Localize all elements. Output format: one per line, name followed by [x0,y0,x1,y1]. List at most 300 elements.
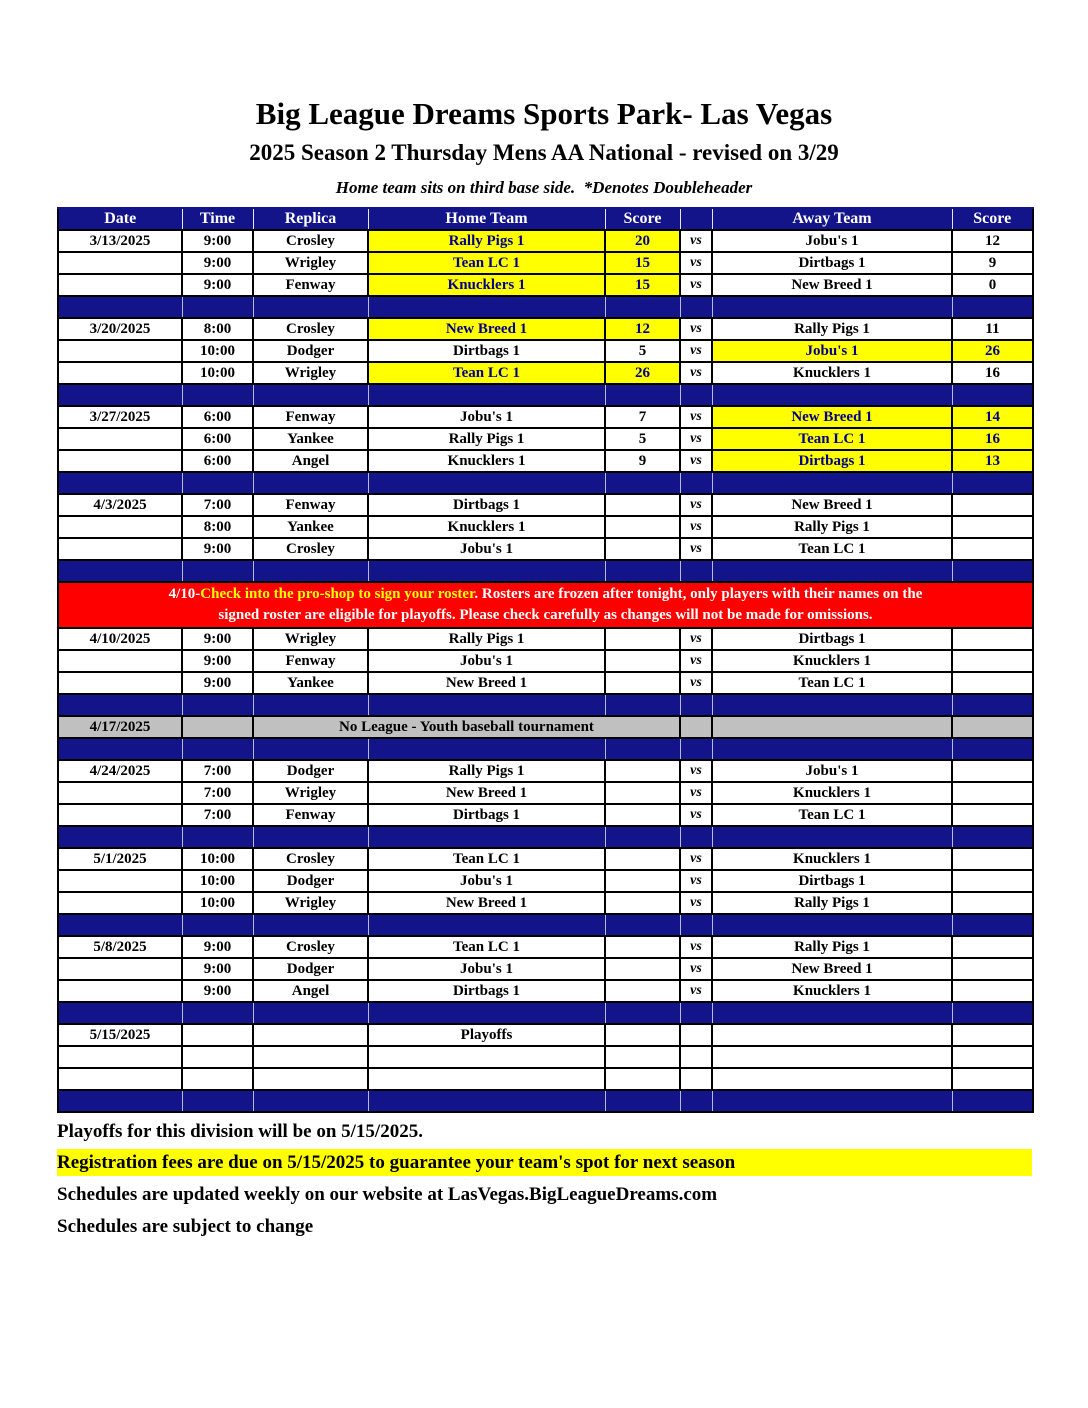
home-team-cell: Jobu's 1 [368,406,605,428]
game-row [58,628,1033,650]
separator-cell [253,914,368,936]
vs-cell: vs [680,494,712,516]
game-row [58,516,1033,538]
separator-row [58,560,1033,582]
separator-cell [952,384,1033,406]
footer-subject-to-change-line: Schedules are subject to change [57,1216,314,1237]
replica-cell [253,1024,368,1046]
home-team-cell: Knucklers 1 [368,274,605,296]
vs-cell: vs [680,428,712,450]
game-row [58,804,1033,826]
game-row [58,318,1033,340]
time-cell: 10:00 [182,362,253,384]
date-cell: 4/24/2025 [58,760,182,782]
game-row [58,760,1033,782]
separator-cell [605,472,680,494]
replica-cell: Angel [253,980,368,1002]
game-row [58,1068,1033,1090]
home-score-cell [605,804,680,826]
away-score-cell [952,716,1033,738]
separator-cell [680,694,712,716]
home-team-cell: Rally Pigs 1 [368,428,605,450]
vs-cell: vs [680,958,712,980]
home-team-cell: Jobu's 1 [368,958,605,980]
home-team-cell: Rally Pigs 1 [368,628,605,650]
separator-cell [58,914,182,936]
separator-row [58,384,1033,406]
away-team-cell: Dirtbags 1 [712,870,952,892]
home-team-cell: Tean LC 1 [368,362,605,384]
separator-cell [605,1090,680,1112]
home-team-cell: Tean LC 1 [368,848,605,870]
column-header-replica: Replica [253,208,368,230]
separator-cell [680,1002,712,1024]
game-row [58,538,1033,560]
separator-cell [368,296,605,318]
home-score-cell: 26 [605,362,680,384]
game-row [58,958,1033,980]
home-score-cell [605,538,680,560]
time-cell: 7:00 [182,494,253,516]
home-team-cell: Jobu's 1 [368,870,605,892]
time-cell: 7:00 [182,782,253,804]
separator-cell [368,384,605,406]
away-team-cell: Jobu's 1 [712,230,952,252]
separator-cell [712,914,952,936]
away-score-cell [952,650,1033,672]
vs-cell: vs [680,516,712,538]
separator-cell [58,560,182,582]
game-row [58,782,1033,804]
separator-cell [712,472,952,494]
vs-cell [680,1068,712,1090]
home-score-cell: 15 [605,274,680,296]
footer-notes [57,1119,1032,1240]
home-score-cell [605,672,680,694]
separator-row [58,914,1033,936]
separator-cell [712,826,952,848]
away-score-cell [952,892,1033,914]
replica-cell: Wrigley [253,782,368,804]
separator-cell [368,694,605,716]
date-cell [58,450,182,472]
separator-cell [253,560,368,582]
time-cell: 9:00 [182,958,253,980]
date-cell: 3/27/2025 [58,406,182,428]
separator-cell [680,826,712,848]
vs-cell: vs [680,252,712,274]
separator-cell [58,738,182,760]
vs-cell: vs [680,782,712,804]
away-team-cell: Tean LC 1 [712,804,952,826]
home-team-cell: Jobu's 1 [368,650,605,672]
game-row [58,672,1033,694]
date-cell [58,428,182,450]
time-cell: 9:00 [182,628,253,650]
replica-cell: Yankee [253,516,368,538]
replica-cell: Crosley [253,936,368,958]
home-team-cell: Rally Pigs 1 [368,230,605,252]
away-score-cell [952,494,1033,516]
separator-cell [253,738,368,760]
game-row [58,1024,1033,1046]
time-cell: 6:00 [182,406,253,428]
separator-cell [680,472,712,494]
column-header-date: Date [58,208,182,230]
vs-cell: vs [680,362,712,384]
away-team-cell: Rally Pigs 1 [712,936,952,958]
home-team-cell [368,1046,605,1068]
home-team-cell [368,1068,605,1090]
no-league-label: No League - Youth baseball tournament [253,716,680,738]
separator-cell [712,384,952,406]
column-header-away-team: Away Team [712,208,952,230]
home-team-cell: New Breed 1 [368,782,605,804]
away-score-cell: 9 [952,252,1033,274]
home-score-cell: 5 [605,428,680,450]
home-score-cell [605,760,680,782]
home-team-cell: Jobu's 1 [368,538,605,560]
away-team-cell: Dirtbags 1 [712,252,952,274]
vs-cell [680,716,712,738]
separator-cell [605,738,680,760]
game-row [58,450,1033,472]
away-score-cell [952,848,1033,870]
time-cell: 10:00 [182,340,253,362]
away-team-cell: New Breed 1 [712,494,952,516]
away-team-cell: Tean LC 1 [712,428,952,450]
home-team-cell: New Breed 1 [368,318,605,340]
game-row [58,362,1033,384]
time-cell [182,1068,253,1090]
separator-cell [253,384,368,406]
away-score-cell [952,760,1033,782]
vs-cell: vs [680,340,712,362]
vs-cell: vs [680,804,712,826]
roster-notice-line1: 4/10-Check into the pro-shop to sign your roster. Rosters are frozen after tonight, only players with their names on the [168,586,923,602]
date-cell: 5/15/2025 [58,1024,182,1046]
vs-cell [680,1046,712,1068]
separator-cell [253,694,368,716]
away-team-cell: Knucklers 1 [712,362,952,384]
home-team-cell: New Breed 1 [368,892,605,914]
separator-cell [680,1090,712,1112]
column-header-away-score: Score [952,208,1033,230]
separator-cell [368,1002,605,1024]
vs-cell: vs [680,672,712,694]
home-score-cell [605,650,680,672]
separator-cell [253,826,368,848]
replica-cell: Dodger [253,340,368,362]
header-row [58,208,1033,230]
separator-cell [680,738,712,760]
time-cell: 9:00 [182,538,253,560]
replica-cell: Crosley [253,230,368,252]
time-cell: 10:00 [182,892,253,914]
separator-cell [605,560,680,582]
away-score-cell [952,980,1033,1002]
home-team-note: Home team sits on third base side. *Denotes Doubleheader [335,178,753,197]
separator-cell [952,560,1033,582]
home-team-cell: New Breed 1 [368,672,605,694]
home-score-cell: 12 [605,318,680,340]
replica-cell: Fenway [253,494,368,516]
away-score-cell [952,538,1033,560]
separator-cell [253,1090,368,1112]
separator-cell [182,560,253,582]
home-score-cell: 5 [605,340,680,362]
replica-cell: Yankee [253,428,368,450]
date-cell [58,252,182,274]
away-score-cell: 12 [952,230,1033,252]
separator-cell [952,1090,1033,1112]
date-cell [58,274,182,296]
away-team-cell [712,1024,952,1046]
away-team-cell: New Breed 1 [712,406,952,428]
date-cell [58,870,182,892]
date-cell [58,980,182,1002]
separator-row [58,738,1033,760]
away-score-cell [952,672,1033,694]
home-score-cell [605,628,680,650]
away-team-cell: Knucklers 1 [712,650,952,672]
time-cell: 9:00 [182,252,253,274]
separator-cell [680,560,712,582]
separator-cell [182,694,253,716]
time-cell: 9:00 [182,672,253,694]
separator-cell [952,472,1033,494]
separator-cell [680,384,712,406]
time-cell: 9:00 [182,274,253,296]
time-cell [182,716,253,738]
away-team-cell: Rally Pigs 1 [712,318,952,340]
replica-cell: Crosley [253,538,368,560]
game-row [58,936,1033,958]
date-cell: 4/3/2025 [58,494,182,516]
away-score-cell: 14 [952,406,1033,428]
time-cell: 8:00 [182,516,253,538]
separator-cell [253,1002,368,1024]
vs-cell: vs [680,406,712,428]
away-team-cell: Knucklers 1 [712,782,952,804]
replica-cell: Dodger [253,958,368,980]
away-score-cell: 16 [952,362,1033,384]
separator-cell [182,914,253,936]
separator-cell [605,694,680,716]
separator-cell [605,384,680,406]
replica-cell: Wrigley [253,362,368,384]
time-cell: 9:00 [182,650,253,672]
replica-cell: Crosley [253,318,368,340]
home-team-cell: Dirtbags 1 [368,804,605,826]
column-header-home-team: Home Team [368,208,605,230]
date-cell [58,538,182,560]
home-score-cell [605,494,680,516]
separator-row [58,472,1033,494]
footer-registration-line: Registration fees are due on 5/15/2025 to guarantee your team's spot for next season [57,1149,1032,1176]
separator-cell [680,296,712,318]
away-team-cell: New Breed 1 [712,958,952,980]
vs-cell [680,1024,712,1046]
home-score-cell [605,782,680,804]
separator-cell [182,1002,253,1024]
separator-cell [182,296,253,318]
vs-cell: vs [680,274,712,296]
vs-cell: vs [680,650,712,672]
replica-cell [253,1068,368,1090]
separator-cell [368,1090,605,1112]
separator-cell [182,826,253,848]
separator-cell [605,826,680,848]
separator-cell [368,826,605,848]
away-team-cell: Jobu's 1 [712,340,952,362]
date-cell: 3/20/2025 [58,318,182,340]
date-cell [58,516,182,538]
away-score-cell: 26 [952,340,1033,362]
home-score-cell: 7 [605,406,680,428]
date-cell [58,340,182,362]
home-score-cell [605,1024,680,1046]
date-cell [58,1046,182,1068]
game-row [58,230,1033,252]
game-row [58,870,1033,892]
away-score-cell: 11 [952,318,1033,340]
game-row [58,406,1033,428]
vs-cell: vs [680,450,712,472]
home-score-cell [605,1068,680,1090]
time-cell: 10:00 [182,870,253,892]
time-cell [182,1024,253,1046]
replica-cell: Fenway [253,274,368,296]
away-team-cell: New Breed 1 [712,274,952,296]
game-row [58,494,1033,516]
separator-cell [680,914,712,936]
separator-cell [368,914,605,936]
time-cell [182,1046,253,1068]
separator-cell [58,1090,182,1112]
away-team-cell: Tean LC 1 [712,672,952,694]
separator-cell [952,826,1033,848]
home-score-cell [605,980,680,1002]
home-score-cell [605,1046,680,1068]
away-score-cell: 0 [952,274,1033,296]
vs-cell: vs [680,760,712,782]
away-team-cell: Knucklers 1 [712,980,952,1002]
time-cell: 9:00 [182,230,253,252]
separator-cell [712,694,952,716]
time-cell: 6:00 [182,450,253,472]
roster-notice [58,582,1033,628]
separator-cell [253,472,368,494]
date-cell [58,958,182,980]
replica-cell: Crosley [253,848,368,870]
away-team-cell: Jobu's 1 [712,760,952,782]
vs-cell: vs [680,980,712,1002]
away-team-cell: Dirtbags 1 [712,450,952,472]
game-row [58,252,1033,274]
home-score-cell [605,516,680,538]
home-score-cell: 15 [605,252,680,274]
game-row [58,340,1033,362]
away-score-cell [952,1068,1033,1090]
separator-cell [605,1002,680,1024]
time-cell: 9:00 [182,936,253,958]
time-cell: 7:00 [182,760,253,782]
home-score-cell [605,892,680,914]
date-cell: 5/8/2025 [58,936,182,958]
replica-cell [253,1046,368,1068]
column-header-vs [680,208,712,230]
game-row [58,848,1033,870]
separator-cell [605,914,680,936]
home-score-cell [605,870,680,892]
separator-cell [253,296,368,318]
replica-cell: Dodger [253,760,368,782]
away-team-cell: Dirtbags 1 [712,628,952,650]
separator-cell [605,296,680,318]
date-cell: 5/1/2025 [58,848,182,870]
separator-cell [182,1090,253,1112]
separator-cell [58,826,182,848]
separator-cell [712,1002,952,1024]
game-row [58,274,1033,296]
separator-cell [368,738,605,760]
home-team-cell: Tean LC 1 [368,252,605,274]
separator-cell [952,296,1033,318]
away-team-cell [712,716,952,738]
separator-row [58,1090,1033,1112]
home-team-cell: Knucklers 1 [368,516,605,538]
replica-cell: Dodger [253,870,368,892]
away-score-cell [952,958,1033,980]
replica-cell: Wrigley [253,628,368,650]
away-team-cell [712,1046,952,1068]
separator-cell [952,738,1033,760]
separator-cell [58,472,182,494]
separator-cell [182,472,253,494]
away-team-cell: Rally Pigs 1 [712,516,952,538]
time-cell: 9:00 [182,980,253,1002]
vs-cell: vs [680,892,712,914]
separator-row [58,296,1033,318]
date-cell: 4/17/2025 [58,716,182,738]
column-header-time: Time [182,208,253,230]
time-cell: 8:00 [182,318,253,340]
date-cell: 4/10/2025 [58,628,182,650]
away-score-cell [952,936,1033,958]
game-row [58,980,1033,1002]
separator-cell [952,1002,1033,1024]
date-cell: 3/13/2025 [58,230,182,252]
away-score-cell: 16 [952,428,1033,450]
vs-cell: vs [680,936,712,958]
replica-cell: Fenway [253,406,368,428]
vs-cell: vs [680,848,712,870]
home-team-cell: Dirtbags 1 [368,980,605,1002]
replica-cell: Angel [253,450,368,472]
game-row [58,428,1033,450]
date-cell [58,892,182,914]
replica-cell: Wrigley [253,252,368,274]
separator-cell [952,914,1033,936]
separator-cell [58,384,182,406]
roster-notice-row [58,582,1033,628]
home-team-cell: Dirtbags 1 [368,340,605,362]
away-team-cell: Tean LC 1 [712,538,952,560]
separator-cell [712,1090,952,1112]
replica-cell: Fenway [253,650,368,672]
home-team-cell: Rally Pigs 1 [368,760,605,782]
